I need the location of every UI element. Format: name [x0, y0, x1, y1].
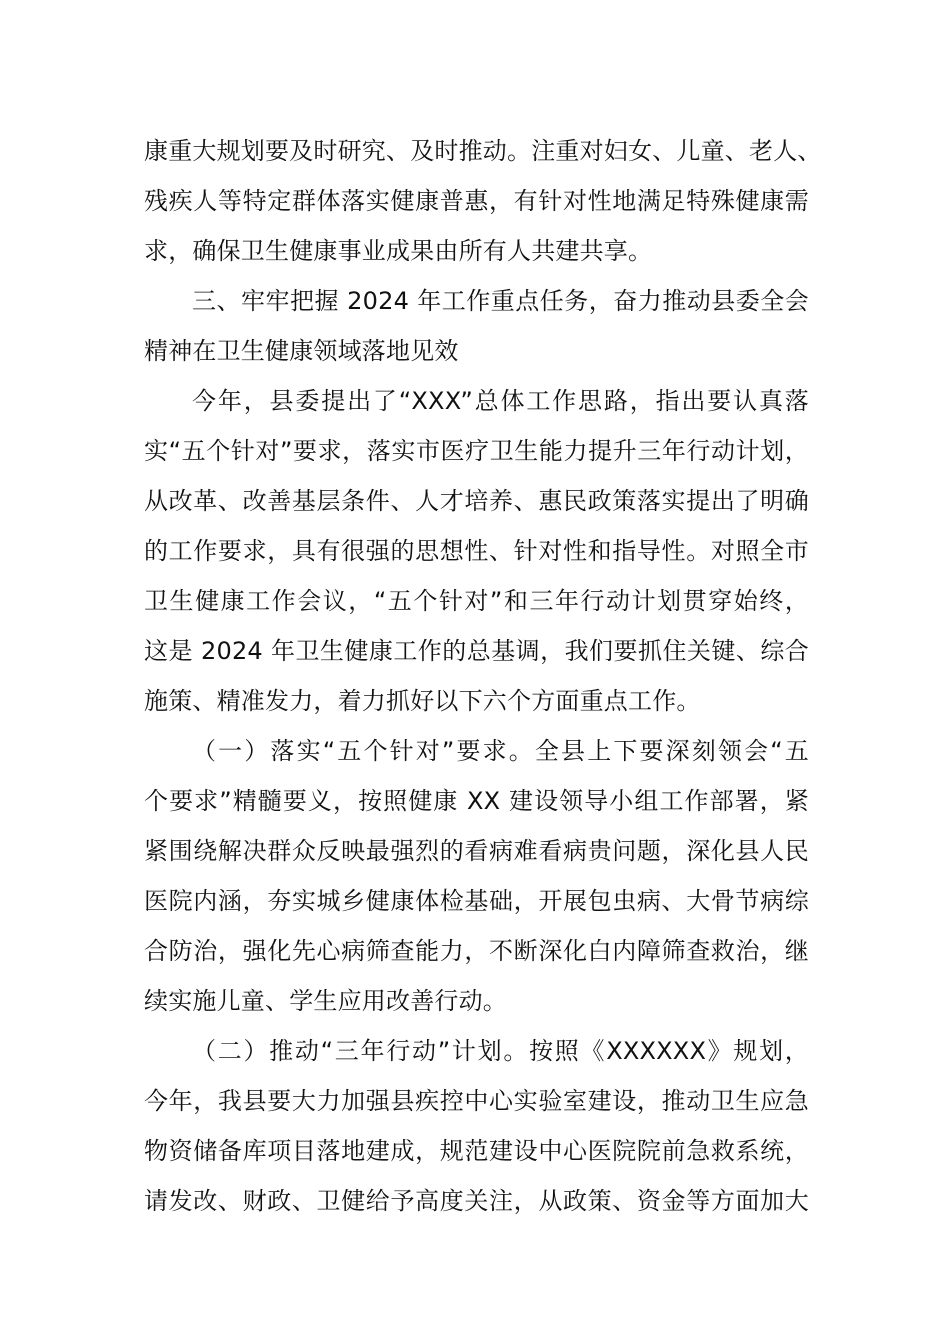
text-line: 续实施儿童、学生应用改善行动。 [144, 987, 507, 1015]
text-line: 卫生健康工作会议，“五个针对”和三年行动计划贯穿始终， [144, 587, 809, 615]
text-line: 残疾人等特定群体落实健康普惠，有针对性地满足特殊健康需 [144, 187, 809, 215]
text-line: 康重大规划要及时研究、及时推动。注重对妇女、儿童、老人、 [144, 137, 822, 165]
paragraph-county-thinking [144, 376, 809, 726]
text-line: 三、牢牢把握 2024 年工作重点任务，奋力推动县委全会 [192, 287, 809, 315]
text-line: 紧围绕解决群众反映最强烈的看病难看病贵问题，深化县人民 [144, 837, 809, 865]
text-line: 物资储备库项目落地建成，规范建设中心医院院前急救系统， [144, 1137, 809, 1165]
text-line: 施策、精准发力，着力抓好以下六个方面重点工作。 [144, 687, 701, 715]
text-line: 今年，我县要大力加强县疾控中心实验室建设，推动卫生应急 [144, 1087, 809, 1115]
text-line: 今年，县委提出了“XXX”总体工作思路，指出要认真落 [192, 387, 809, 415]
paragraph-item-one [144, 726, 809, 1026]
text-line: 实“五个针对”要求，落实市医疗卫生能力提升三年行动计划， [144, 437, 809, 465]
paragraph-health-planning [144, 126, 822, 276]
section-heading-three [144, 276, 809, 376]
text-line: 个要求”精髓要义，按照健康 XX 建设领导小组工作部署，紧 [144, 787, 809, 815]
text-line: 合防治，强化先心病筛查能力，不断深化白内障筛查救治，继 [144, 937, 809, 965]
text-line: 从改革、改善基层条件、人才培养、惠民政策落实提出了明确 [144, 487, 809, 515]
text-line: 精神在卫生健康领域落地见效 [144, 337, 459, 365]
text-line: 求，确保卫生健康事业成果由所有人共建共享。 [144, 237, 653, 265]
text-line: 请发改、财政、卫健给予高度关注，从政策、资金等方面加大 [144, 1187, 809, 1215]
text-line: 这是 2024 年卫生健康工作的总基调，我们要抓住关键、综合 [144, 637, 809, 665]
text-line: （一）落实“五个针对”要求。全县上下要深刻领会“五 [192, 737, 809, 765]
paragraph-item-two [144, 1026, 809, 1226]
text-line: 医院内涵，夯实城乡健康体检基础，开展包虫病、大骨节病综 [144, 887, 809, 915]
text-line: （二）推动“三年行动”计划。按照《XXXXXX》规划， [192, 1037, 809, 1065]
text-line: 的工作要求，具有很强的思想性、针对性和指导性。对照全市 [144, 537, 809, 565]
document-body [144, 126, 822, 1226]
